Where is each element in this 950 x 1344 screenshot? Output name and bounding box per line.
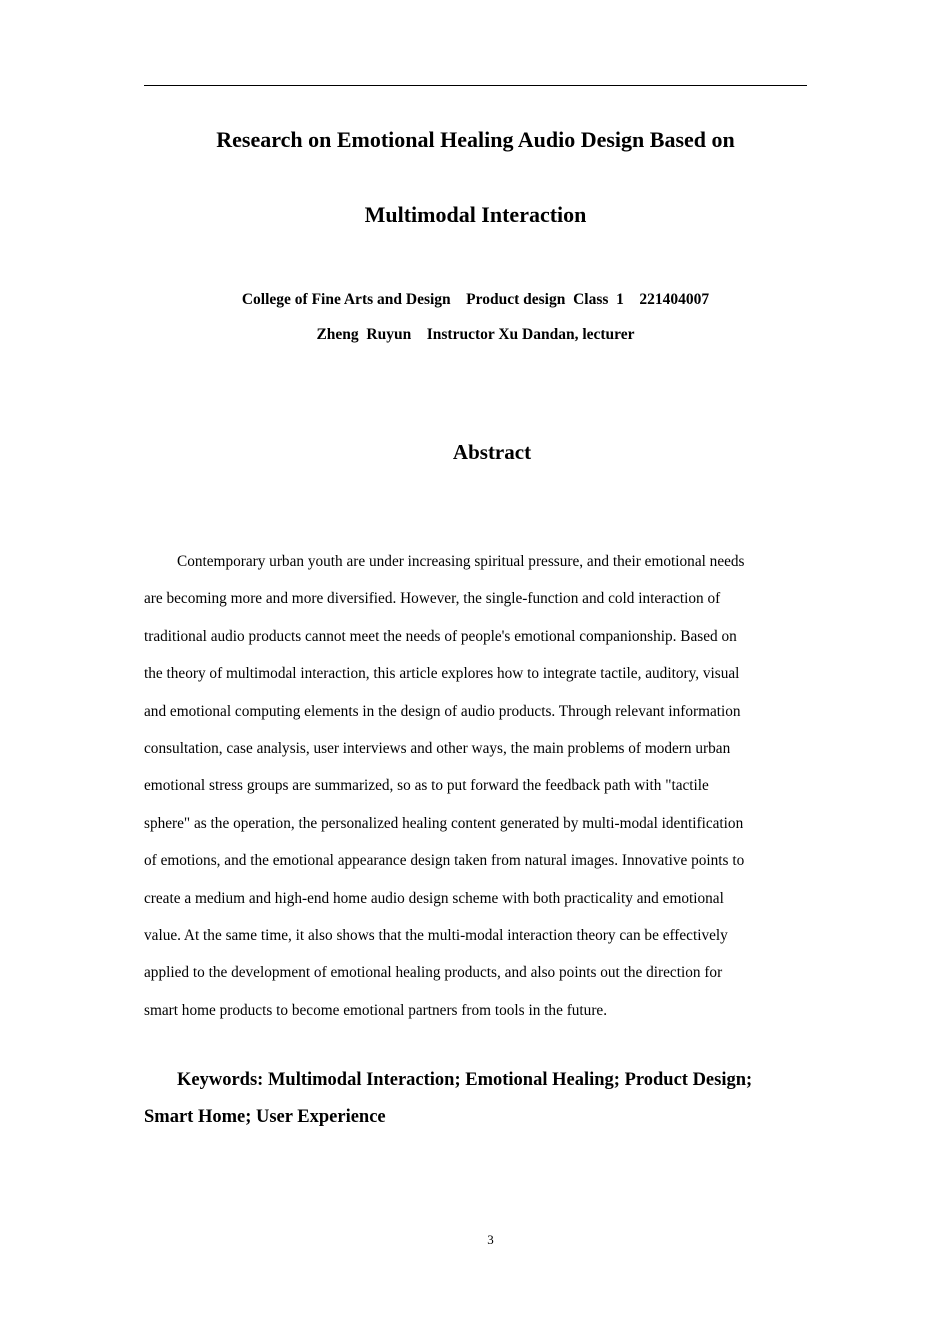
paper-title-line-1: Research on Emotional Healing Audio Design Based on bbox=[216, 127, 735, 152]
abstract-body bbox=[144, 552, 807, 1038]
abstract-line: Contemporary urban youth are under increasing spiritual pressure, and their emotional needs bbox=[177, 553, 745, 570]
abstract-line: create a medium and high-end home audio design scheme with both practicality and emotional bbox=[144, 889, 724, 907]
abstract-line: value. At the same time, it also shows that the multi-modal interaction theory can be effectively bbox=[144, 926, 728, 944]
author-line: Zheng Ruyun Instructor Xu Dandan, lecturer bbox=[316, 326, 635, 343]
abstract-line: traditional audio products cannot meet the needs of people's emotional companionship. Based on bbox=[144, 627, 737, 645]
abstract-heading: Abstract bbox=[452, 440, 532, 464]
abstract-line: consultation, case analysis, user interviews and other ways, the main problems of modern urban bbox=[144, 739, 731, 757]
abstract-line: and emotional computing elements in the design of audio products. Through relevant information bbox=[144, 702, 741, 720]
affiliation-line: College of Fine Arts and Design Product design Class 1 221404007 bbox=[241, 291, 710, 308]
page-number: 3 bbox=[487, 1232, 494, 1247]
abstract-line: sphere" as the operation, the personalized healing content generated by multi-modal identification bbox=[144, 814, 744, 832]
abstract-line: emotional stress groups are summarized, so as to put forward the feedback path with "tactile bbox=[144, 777, 709, 795]
abstract-line: applied to the development of emotional healing products, and also points out the direction for bbox=[144, 964, 723, 982]
keywords-line: Smart Home; User Experience bbox=[144, 1107, 386, 1127]
paper-title-line-2: Multimodal Interaction bbox=[364, 202, 587, 227]
abstract-line: smart home products to become emotional partners from tools in the future. bbox=[144, 1001, 608, 1019]
abstract-line: are becoming more and more diversified. However, the single-function and cold interaction of bbox=[144, 590, 721, 608]
abstract-line: the theory of multimodal interaction, this article explores how to integrate tactile, auditory, visual bbox=[144, 665, 740, 683]
header-rule bbox=[144, 85, 807, 86]
keywords-line: Keywords: Multimodal Interaction; Emotional Healing; Product Design; bbox=[177, 1070, 753, 1090]
abstract-line: of emotions, and the emotional appearance design taken from natural images. Innovative points to bbox=[144, 852, 745, 870]
keywords bbox=[144, 1069, 807, 1143]
